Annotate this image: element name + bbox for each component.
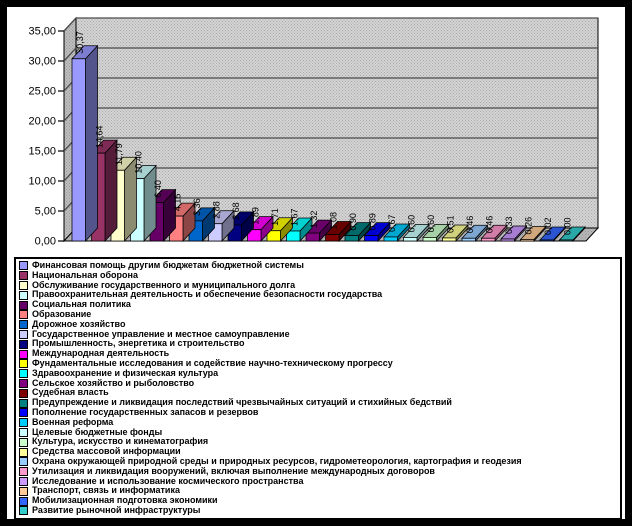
legend-label: Средства массовой информации [32,447,181,457]
bar [540,240,554,241]
legend-color-swatch [19,271,28,280]
legend-label: Военная реформа [32,417,114,427]
bar-value-label: 0,33 [504,216,514,235]
chart-legend [14,257,622,520]
legend-item [19,428,617,438]
legend-item [19,496,617,506]
bar-value-label: 0,02 [543,217,553,235]
bar-value-label: 1,32 [309,210,319,229]
bar [365,236,379,241]
bar-value-label: 0,60 [406,214,417,233]
bar [72,59,86,241]
bar-value-label: 0,89 [367,213,378,231]
legend-item [19,418,617,428]
legend-label: Транспорт, связь и информатика [32,486,180,496]
legend-item [19,339,617,349]
legend-color-swatch [19,340,28,349]
legend-color-swatch [19,467,28,476]
bar [423,237,437,241]
legend-label: Обслуживание государственного и муниципального долга [32,280,296,290]
legend-label: Здравоохранение и физическая культура [32,368,219,378]
y-axis-label: 20,00 [28,115,56,128]
legend-color-swatch [19,506,28,515]
legend-color-swatch [19,350,28,359]
bar-value-label: 30,37 [75,31,85,54]
bar-value-label: 0,60 [426,214,436,233]
legend-color-swatch [19,487,28,496]
bar [443,238,457,241]
legend-label: Национальная оборона [32,270,138,280]
legend-label: Пополнение государственных запасов и резервов [32,407,259,417]
legend-item [19,359,617,369]
legend-label: Социальная политика [32,300,131,310]
bar-value-label: 4,15 [172,193,183,212]
legend-label: Государственное управление и местное самоуправление [32,329,290,339]
legend-color-swatch [19,389,28,398]
legend-item [19,486,617,496]
legend-item [19,281,617,291]
legend-item [19,349,617,359]
bar [326,235,340,241]
legend-label: Образование [32,309,92,319]
bar-value-label: 0,51 [445,215,456,233]
legend-label: Сельское хозяйство и рыболовство [32,378,195,388]
legend-item [19,271,617,281]
bar [384,237,398,241]
bar-value-label: 14,64 [94,125,105,149]
legend-item [19,310,617,320]
legend-color-swatch [19,457,28,466]
legend-item [19,320,617,330]
legend-color-swatch [19,310,28,319]
legend-label: Утилизация и ликвидация вооружений, включая выполнение международных договоров [32,466,435,476]
y-axis-label: 30,00 [28,55,56,68]
legend-label: Исследование и использование космического пространства [32,476,304,486]
y-axis-label: 0,00 [34,235,56,248]
y-axis-label: 35,00 [28,25,56,38]
y-axis-label: 25,00 [28,85,56,98]
legend-item [19,300,617,310]
legend-item [19,477,617,487]
legend-item [19,290,617,300]
bar-value-label: 6,40 [153,180,163,198]
legend-item [19,369,617,379]
bar [404,237,418,241]
legend-label: Судебная власть [32,388,109,398]
bar [462,238,476,241]
bar-value-label: 1,67 [289,208,300,226]
legend-color-swatch [19,428,28,437]
legend-color-swatch [19,418,28,427]
y-axis-label: 5,00 [34,205,56,218]
legend-item [19,398,617,408]
legend-color-swatch [19,477,28,486]
bar [345,236,359,241]
bar [306,233,320,241]
bar [482,238,496,241]
legend-item [19,408,617,418]
legend-color-swatch [19,399,28,408]
y-axis-label: 10,00 [28,175,56,188]
legend-label: Правоохранительная деятельность и обеспечение безопасности государства [32,290,383,300]
legend-item [19,467,617,477]
legend-color-swatch [19,497,28,506]
legend-item [19,437,617,447]
legend-color-swatch [19,330,28,339]
bar-value-label: 0,26 [523,216,534,235]
legend-color-swatch [19,408,28,417]
bar-value-label: 1,89 [250,207,261,225]
legend-label: Охрана окружающей природной среды и природных ресурсов, гидрометеорология, картография и геодезия [32,456,522,466]
legend-label: Развитие рыночной инфраструктуры [32,505,201,515]
bar [521,239,535,241]
legend-color-swatch [19,291,28,300]
legend-color-swatch [19,281,28,290]
bar-value-label: 10,40 [133,151,144,174]
bar-value-label: 0,46 [465,215,475,234]
legend-color-swatch [19,369,28,378]
legend-item [19,330,617,340]
legend-item [19,506,617,516]
legend-label: Мобилизационная подготовка экономики [32,496,218,506]
bar-value-label: 2,88 [211,201,222,219]
legend-color-swatch [19,438,28,447]
bar-value-label: 0,67 [387,214,397,232]
bar-value-label: 1,08 [328,211,339,230]
legend-item [19,457,617,467]
bar-value-label: 2,68 [231,202,241,220]
legend-label: Дорожное хозяйство [32,319,126,329]
bar-value-label: 0,00 [562,217,573,235]
legend-color-swatch [19,379,28,388]
budget-bar-chart [0,0,632,256]
legend-label: Промышленность, энергетика и строительство [32,339,245,349]
bar-value-label: 0,90 [348,213,358,231]
bar-value-label: 1,71 [270,208,280,226]
bar [560,240,574,241]
bar-value-label: 3,36 [192,198,202,216]
bar-value-label: 11,79 [114,143,124,166]
legend-color-swatch [19,448,28,457]
legend-item [19,379,617,389]
y-axis-label: 15,00 [28,145,56,158]
legend-label: Фундаментальные исследования и содействие научно-техническому прогрессу [32,358,393,368]
legend-color-swatch [19,301,28,310]
legend-item [19,388,617,398]
legend-label: Международная деятельность [32,349,170,359]
legend-label: Предупреждение и ликвидация последствий чрезвычайных ситуаций и стихийных бедствий [32,398,452,408]
legend-color-swatch [19,320,28,329]
legend-color-swatch [19,261,28,270]
legend-color-swatch [19,359,28,368]
legend-label: Целевые бюджетные фонды [32,427,163,437]
bar-value-label: 0,46 [484,215,495,234]
bar [501,239,515,241]
legend-item [19,447,617,457]
legend-label: Финансовая помощь другим бюджетам бюджетной системы [32,261,304,270]
legend-item [19,261,617,271]
legend-label: Культура, искусство и кинематография [32,437,209,447]
